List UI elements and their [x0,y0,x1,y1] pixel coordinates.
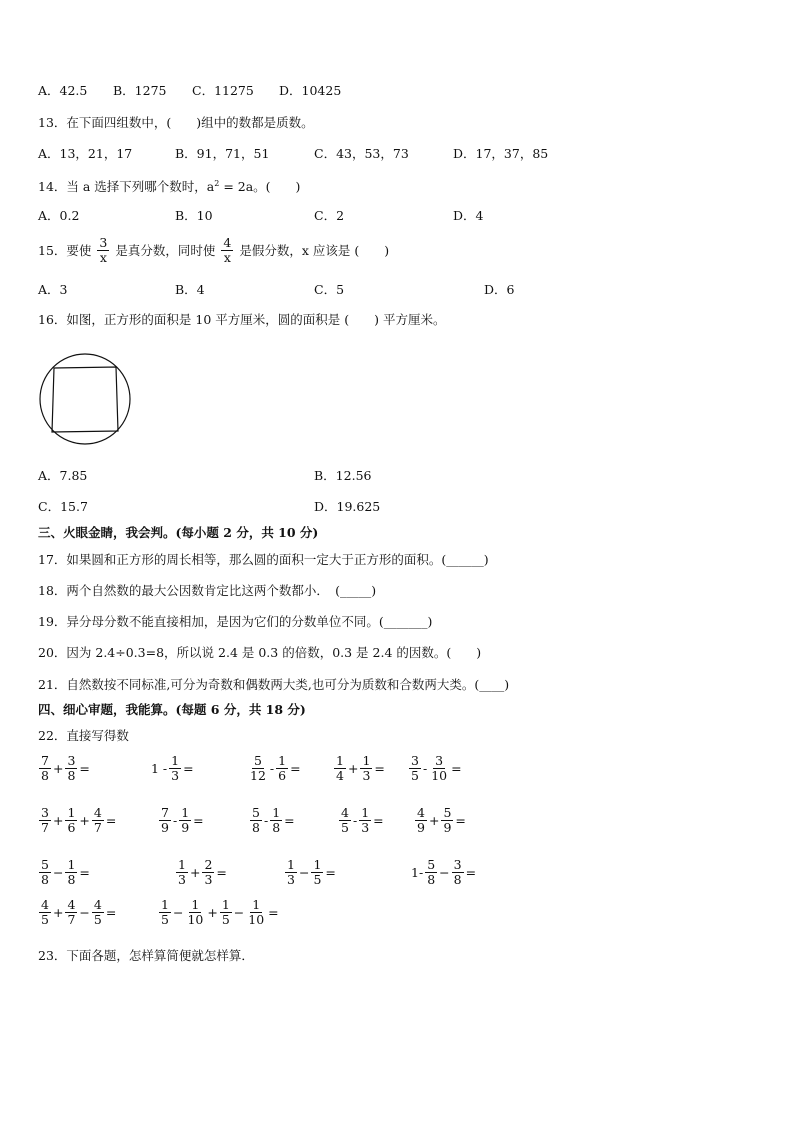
numerator: 5 [427,857,436,872]
fraction [65,754,77,783]
denominator: 5 [341,820,349,835]
operator: − [233,905,245,920]
numerator: 3 [41,805,49,820]
denominator: 3 [171,768,180,783]
arithmetic-expression [38,858,91,887]
q14-option-a: A．0.2 [38,208,80,223]
numerator: 7 [161,805,169,820]
denominator: 10 [187,912,204,927]
numerator: 5 [41,857,49,872]
numerator: 1 [287,857,295,872]
fraction [334,754,346,783]
denominator: 5 [161,912,169,927]
arithmetic-expression [284,858,337,887]
operator: - [422,761,428,776]
q13-option-d: D．17，37，85 [453,146,549,161]
fraction [169,754,181,783]
numerator: 1 [67,857,76,872]
numerator: 1 [278,753,287,768]
numerator: 1 [221,897,230,912]
q12-option-c: C．11275 [192,83,254,98]
denominator: 10 [431,768,448,783]
numerator: 1 [336,753,344,768]
operator: = [216,865,227,880]
denominator: 8 [67,872,76,887]
operator: 1- [411,865,424,880]
operator: + [207,905,218,920]
operator: = [105,905,117,920]
arithmetic-expression [175,858,228,887]
operator: − [298,865,310,880]
q13-stem: 13．在下面四组数中，( )组中的数都是质数。 [38,115,314,130]
q16-stem: 16．如图，正方形的面积是 10 平方厘米，圆的面积是 ( ) 平方厘米。 [38,312,446,327]
fraction [425,858,437,887]
denominator: 9 [443,820,452,835]
arithmetic-expression [158,898,280,927]
denominator: 3 [204,872,213,887]
numerator: 1 [171,753,180,768]
numerator: 1 [362,753,371,768]
fraction [179,806,191,835]
q13-option-b: B．91，71，51 [175,146,270,161]
fraction [452,858,464,887]
denominator: 5 [411,768,419,783]
denominator: 8 [252,820,260,835]
operator: = [268,905,279,920]
numerator: 1 [181,805,190,820]
q20-stem: 20．因为 2.4÷0.3=8，所以说 2.4 是 0.3 的倍数，0.3 是 2.4 的因数。( ) [38,645,482,660]
operator: = [183,761,194,776]
arithmetic-expression [414,806,467,835]
denominator: 5 [41,912,49,927]
denominator: 12 [250,768,266,783]
denominator: 6 [278,768,287,783]
q19-stem: 19．异分母分数不能直接相加，是因为它们的分数单位不同。(_______) [38,614,433,629]
fraction [159,898,171,927]
fraction [270,806,282,835]
denominator: 5 [313,872,322,887]
operator: + [189,865,201,880]
q16-option-c: C．15.7 [38,499,88,514]
arithmetic-expression [38,806,117,835]
fraction [360,754,372,783]
denominator: 6 [67,820,76,835]
fraction [92,806,104,835]
operator: - [263,813,269,828]
operator: + [52,813,64,828]
q14-option-c: C．2 [314,208,345,223]
q14-option-d: D．4 [453,208,484,223]
denominator: 9 [161,820,169,835]
numerator: 7 [41,753,49,768]
fraction [39,806,51,835]
operator: 1 - [151,761,168,776]
arithmetic-expression [150,754,195,783]
numerator: 3 [67,753,76,768]
fraction [65,898,77,927]
numerator: 4 [341,805,349,820]
arithmetic-expression [38,898,117,927]
q21-stem: 21．自然数按不同标准,可分为奇数和偶数两大类,也可分为质数和合数两大类。(____) [38,677,510,692]
q12-option-b: B．1275 [113,83,167,98]
fraction [39,754,51,783]
q14-stem: 14．当 a 选择下列哪个数时，$a^2 = 2a$。( ) [38,179,301,195]
numerator: 1 [178,857,186,872]
fraction [65,806,77,835]
arithmetic-expression [247,754,302,783]
fraction [39,898,51,927]
fraction [65,858,77,887]
fraction [220,898,232,927]
operator: − [52,865,64,880]
numerator: 1 [361,805,370,820]
operator: = [374,761,385,776]
numerator: 3 [453,857,462,872]
fraction [176,858,188,887]
q16-option-d: D．19.625 [314,499,381,514]
numerator: 5 [443,805,452,820]
arithmetic-expression [333,754,386,783]
fraction [339,806,351,835]
numerator: 3 [411,753,419,768]
arithmetic-expression [408,754,463,783]
fraction [415,806,427,835]
denominator: 8 [67,768,76,783]
denominator: 10 [248,912,265,927]
numerator: 5 [252,805,260,820]
fraction [39,858,51,887]
section-4-heading: 四、细心审题，我能算。(每题 6 分，共 18 分) [38,702,306,717]
operator: = [465,865,477,880]
fraction [441,806,453,835]
operator: = [455,813,466,828]
denominator: 7 [41,820,49,835]
numerator: 3 [435,753,444,768]
numerator: 4 [67,897,76,912]
numerator: 1 [161,897,169,912]
arithmetic-expression [38,754,91,783]
operator: = [290,761,301,776]
numerator: 5 [253,753,262,768]
denominator: 3 [287,872,295,887]
denominator: 3 [361,820,370,835]
q13-option-c: C．43，53，73 [314,146,409,161]
numerator: 4 [93,897,102,912]
operator: + [52,905,64,920]
fraction: $\frac{3}{x}$ [99,235,108,265]
denominator: 7 [93,820,102,835]
q15-option-d: D．6 [484,282,515,297]
arithmetic-expression [249,806,296,835]
q17-stem: 17．如果圆和正方形的周长相等，那么圆的面积一定大于正方形的面积。(______) [38,552,489,567]
fraction [202,858,214,887]
fraction [409,754,421,783]
operator: − [439,865,450,880]
q14-option-b: B．10 [175,208,213,223]
q23-stem: 23．下面各题，怎样算简便就怎样算． [38,948,254,963]
q12-option-a: A．42.5 [38,83,88,98]
denominator: 8 [453,872,462,887]
q16-option-b: B．12.56 [314,468,372,483]
fraction [246,898,266,927]
operator: + [347,761,359,776]
fraction: $\frac{4}{x}$ [223,235,232,265]
operator: = [373,813,384,828]
fraction [92,898,104,927]
operator: = [193,813,204,828]
section-3-heading: 三、火眼金睛，我会判。(每小题 2 分，共 10 分) [38,525,319,540]
denominator: 7 [67,912,76,927]
denominator: 3 [362,768,371,783]
numerator: 4 [417,805,425,820]
numerator: 1 [191,897,200,912]
denominator: 3 [178,872,186,887]
fraction [276,754,288,783]
arithmetic-expression [410,858,477,887]
numerator: 4 [93,805,102,820]
denominator: 8 [427,872,436,887]
operator: = [284,813,295,828]
circle-square-figure [38,352,132,446]
fraction [248,754,268,783]
operator: - [352,813,358,828]
operator: + [52,761,64,776]
q12-option-d: D．10425 [279,83,342,98]
denominator: 5 [221,912,230,927]
numerator: 1 [252,897,261,912]
arithmetic-expression [158,806,205,835]
q13-option-a: A．13，21，17 [38,146,133,161]
q15-option-a: A．3 [38,282,68,297]
numerator: 1 [67,805,76,820]
q15-option-b: B．4 [175,282,205,297]
fraction [311,858,323,887]
operator: - [269,761,275,776]
fraction [359,806,371,835]
operator: − [79,905,90,920]
denominator: 8 [41,872,49,887]
operator: = [105,813,117,828]
numerator: 2 [204,857,213,872]
q18-stem: 18．两个自然数的最大公因数肯定比这两个数都小． (_____) [38,583,377,598]
fraction [185,898,205,927]
numerator: 1 [313,857,322,872]
operator: = [79,865,90,880]
arithmetic-expression [338,806,385,835]
fraction [250,806,262,835]
fraction [429,754,449,783]
fraction [159,806,171,835]
numerator: 4 [41,897,49,912]
operator: = [325,865,336,880]
denominator: 9 [417,820,425,835]
denominator: 8 [272,820,281,835]
operator: = [79,761,90,776]
operator: + [428,813,440,828]
denominator: 9 [181,820,190,835]
operator: = [451,761,462,776]
denominator: 4 [336,768,344,783]
operator: - [172,813,178,828]
q15-stem: 15．要使 $\frac{3}{x}$ 是真分数，同时使 $\frac{4}{x}$ 是假分数，x 应该是 ( ) [38,235,390,265]
fraction [285,858,297,887]
square-shape [52,367,118,432]
denominator: 5 [93,912,102,927]
numerator: 1 [272,805,281,820]
operator: − [172,905,184,920]
denominator: 8 [41,768,49,783]
operator: + [79,813,90,828]
q22-stem: 22．直接写得数 [38,728,129,743]
q15-option-c: C．5 [314,282,345,297]
q16-option-a: A．7.85 [38,468,88,483]
